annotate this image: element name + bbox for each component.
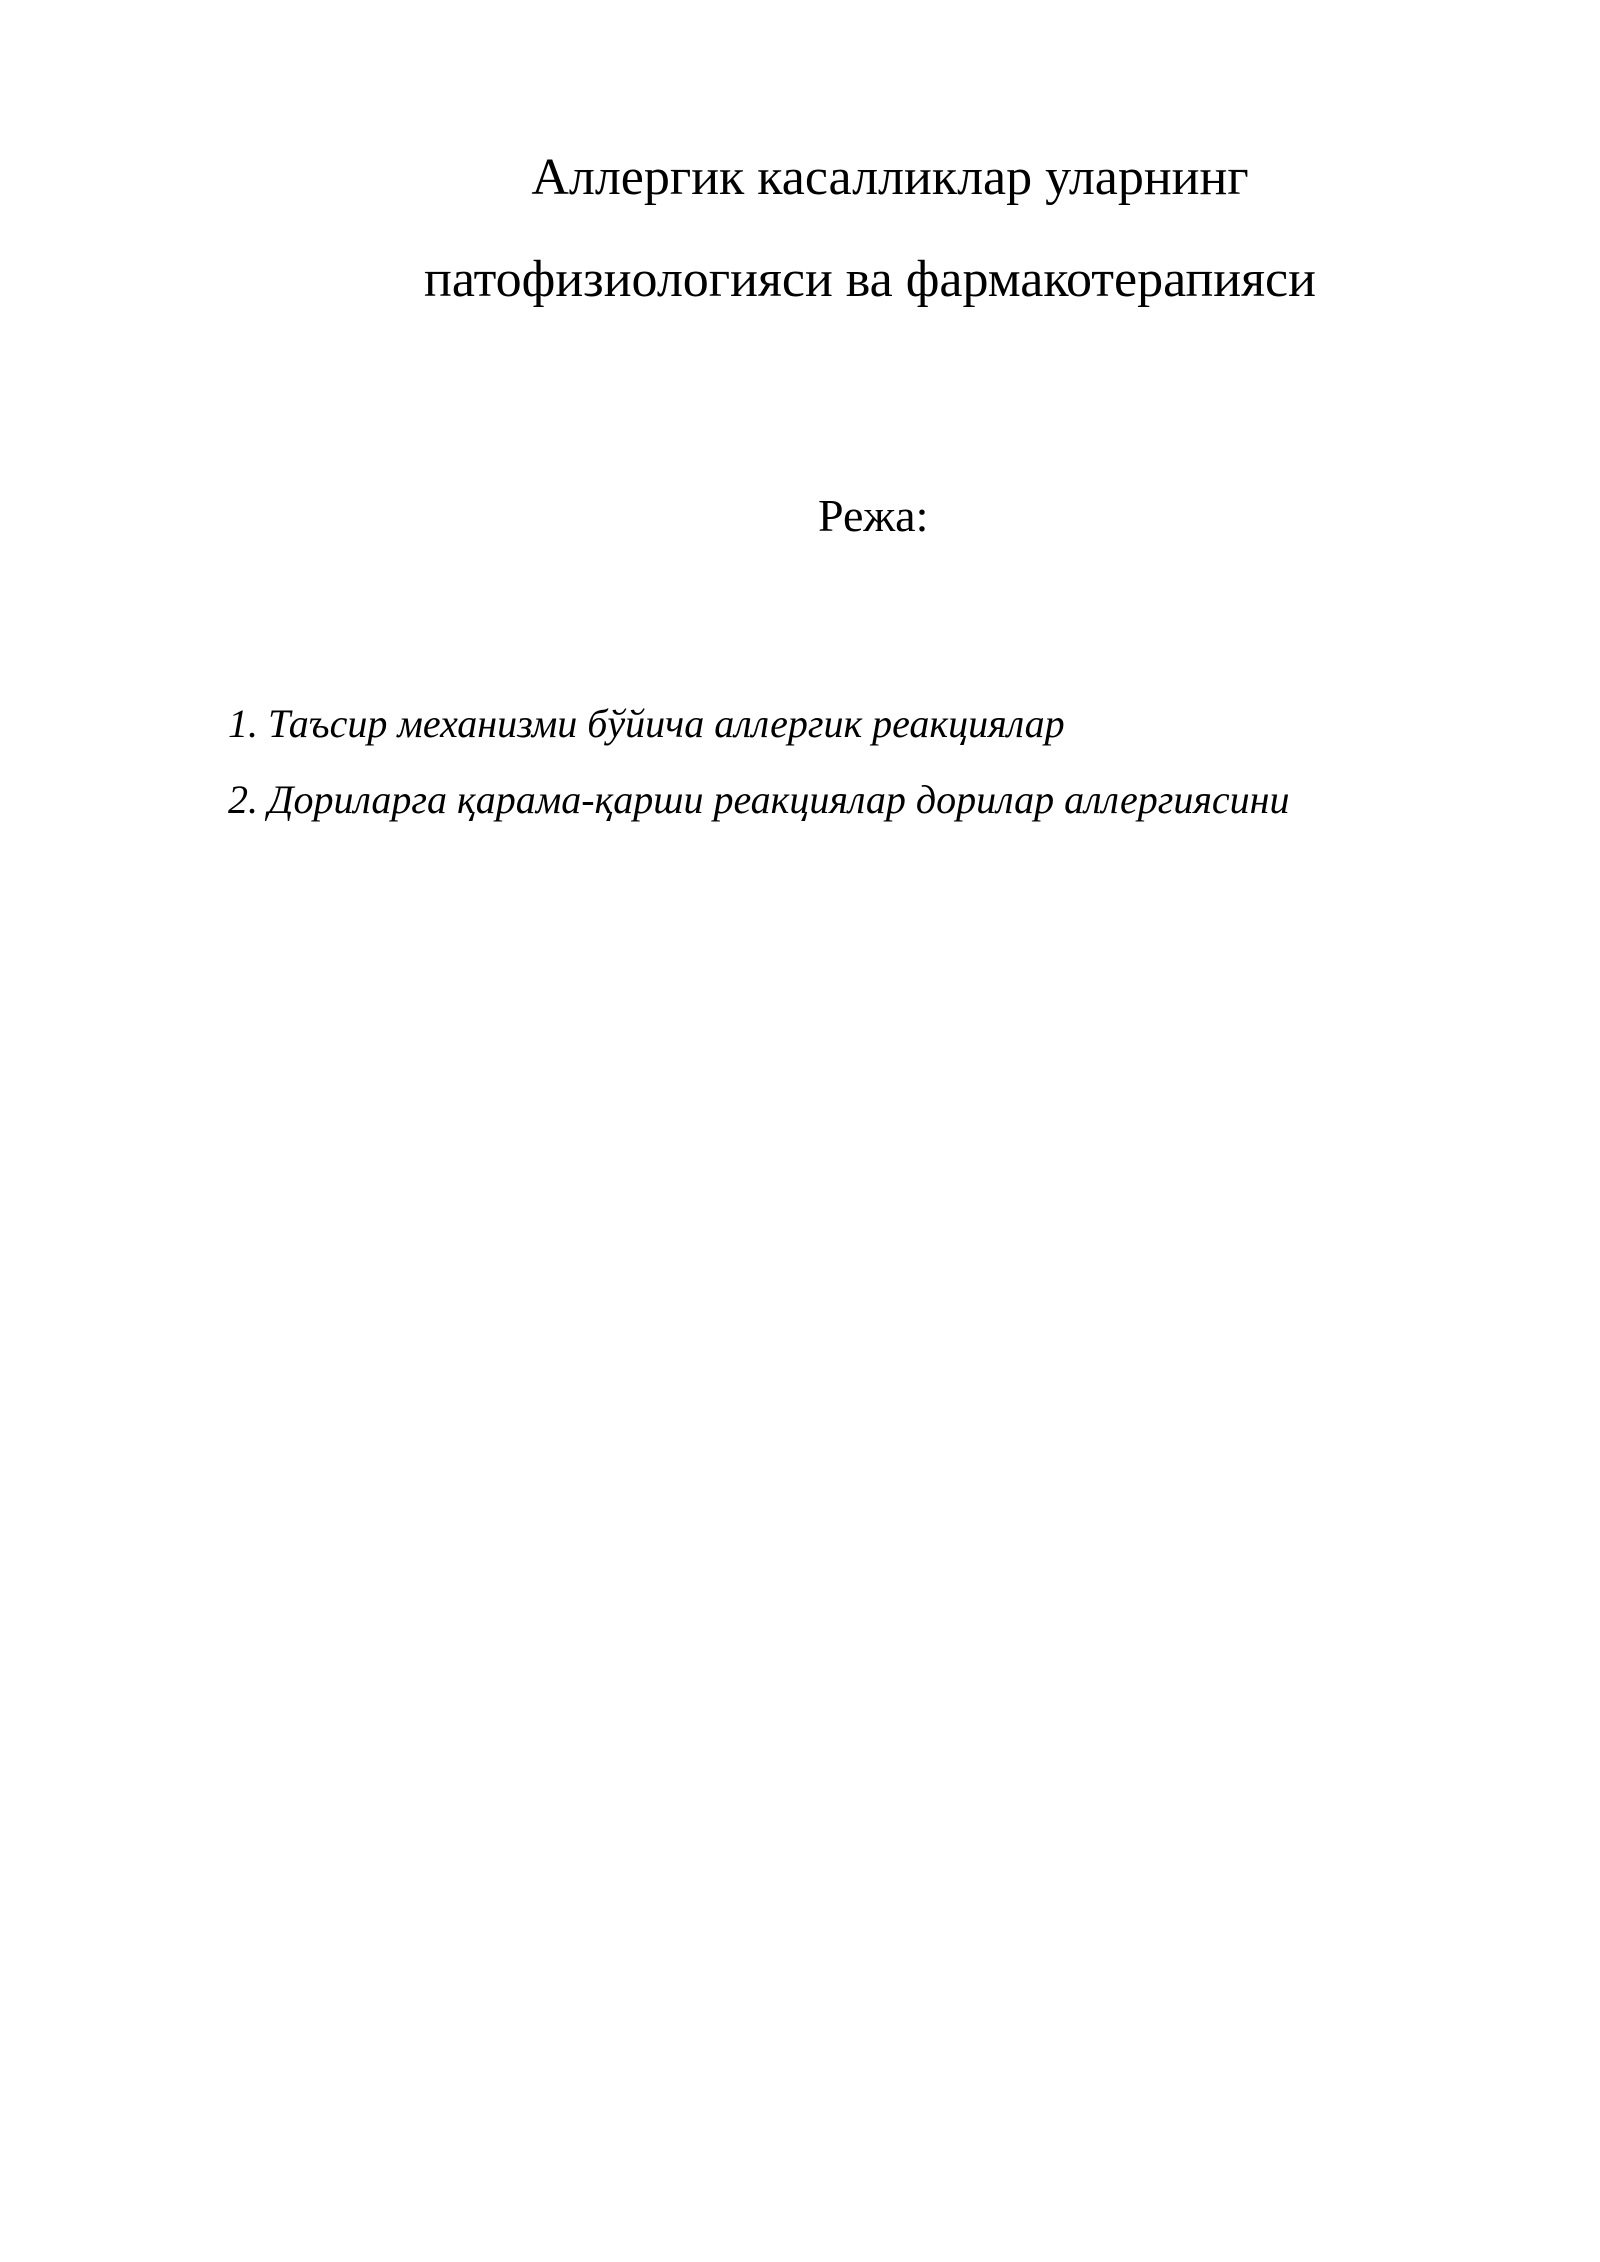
plan-heading: Режа: [818, 490, 929, 541]
plan-item-text: Дориларга қарама-қарши реакциялар дорилар аллергиясини [268, 777, 1290, 822]
plan-list [228, 700, 1290, 852]
plan-item-number: 1. [228, 701, 258, 746]
plan-item-number: 2. [228, 777, 258, 822]
plan-item-1 [228, 700, 1290, 748]
plan-item-2 [228, 776, 1290, 824]
plan-item-text: Таъсир механизми бўйича аллергик реакциялар [268, 701, 1065, 746]
title-line-1: Аллергик касалликлар уларнинг [531, 149, 1249, 206]
document-title [230, 148, 1530, 310]
title-line-2: патофизиологияси ва фармакотерапияси [424, 251, 1316, 308]
